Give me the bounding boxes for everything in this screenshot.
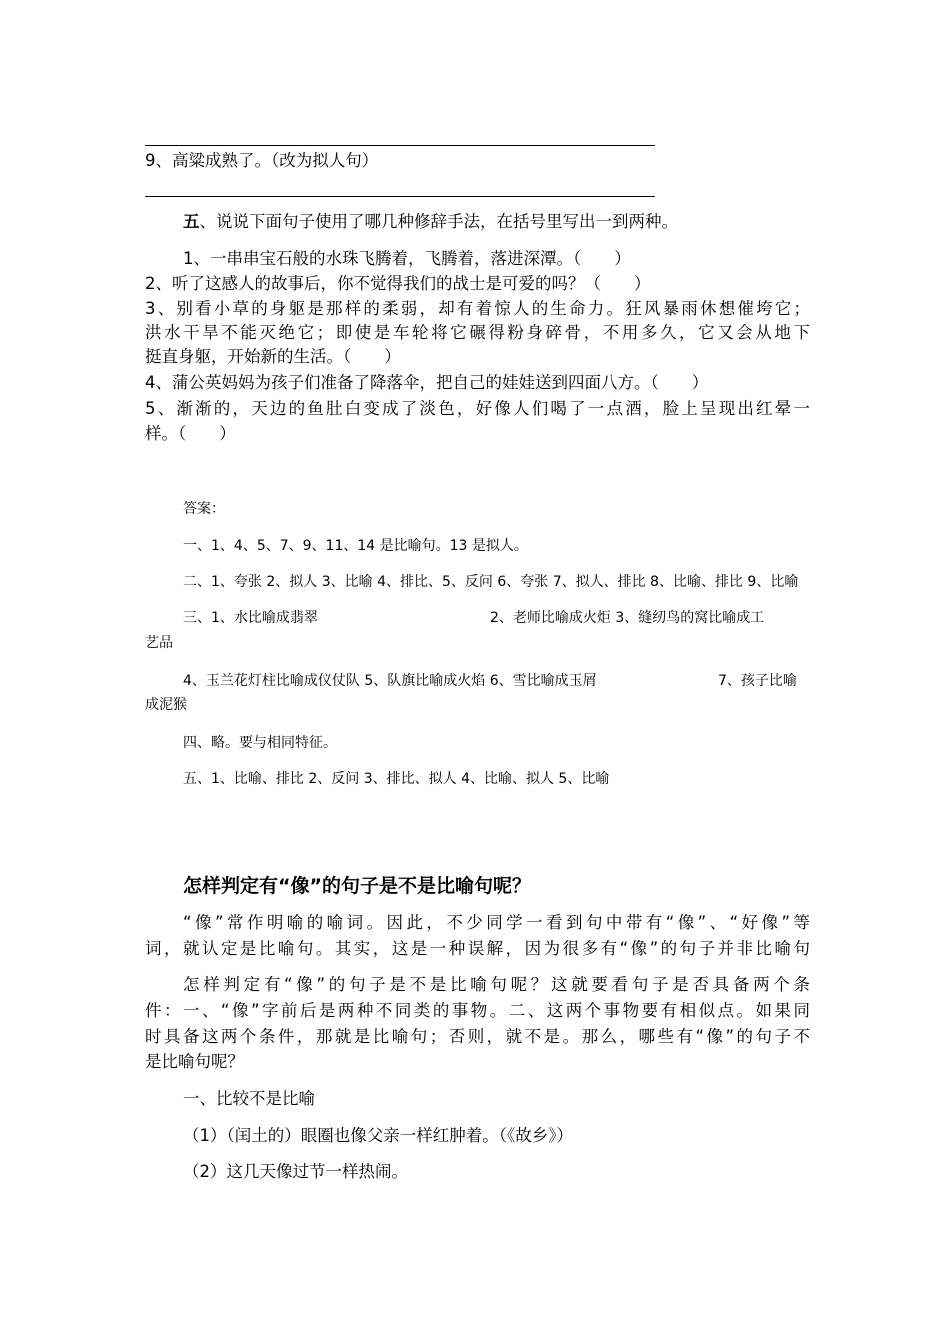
- answer-3-part-c: 4、玉兰花灯柱比喻成仪仗队 5、队旗比喻成火焰 6、雪比喻成玉屑: [183, 673, 597, 689]
- answer-3-continued-2: 成泥猴: [145, 697, 187, 713]
- section-five-instruction: 、说说下面句子使用了哪几种修辞手法，在括号里写出一到两种。: [199, 212, 678, 231]
- article-subheading-1: 一、比较不是比喻: [183, 1089, 315, 1108]
- question-5-2: 2、听了这感人的故事后，你不觉得我们的战士是可爱的吗？（ ）: [145, 274, 651, 293]
- article-paragraph-1-line-1: “像”常作明喻的喻词。因此，不少同学一看到句中带有“像”、“好像”等: [183, 913, 810, 932]
- article-example-1: （1）（闰土的）眼圈也像父亲一样红肿着。（《故乡》）: [183, 1126, 573, 1145]
- question-5-1: 1、一串串宝石般的水珠飞腾着，飞腾着，落进深潭。（ ）: [183, 249, 631, 268]
- article-paragraph-1-line-2: 词，就认定是比喻句。其实，这是一种误解，因为很多有“像”的句子并非比喻句: [145, 939, 810, 958]
- section-five-number: 五: [183, 212, 200, 231]
- answer-3-part-d: 7、孩子比喻: [718, 673, 797, 689]
- article-paragraph-2-line-3: 时具备这两个条件，那就是比喻句；否则，就不是。那么，哪些有“像”的句子不: [145, 1027, 810, 1046]
- question-5-3-line-3: 挺直身躯，开始新的生活。（ ）: [145, 347, 401, 366]
- question-5-3-line-2: 洪水干旱不能灭绝它；即使是车轮将它碾得粉身碎骨，不用多久，它又会从地下: [145, 323, 810, 342]
- answer-1: 一、1、4、5、7、9、11、14 是比喻句。13 是拟人。: [183, 538, 528, 554]
- article-paragraph-2-line-1: 怎样判定有“像”的句子是不是比喻句呢？这就要看句子是否具备两个条: [183, 975, 810, 994]
- article-paragraph-2-line-4: 是比喻句呢？: [145, 1052, 244, 1071]
- section-five-heading: [183, 214, 810, 231]
- answer-blank-line: [145, 196, 655, 197]
- answer-2: 二、1、夸张 2、拟人 3、比喻 4、排比、5、反问 6、夸张 7、拟人、排比 8、比喻、排比 9、比喻: [183, 574, 799, 590]
- question-5-4: 4、蒲公英妈妈为孩子们准备了降落伞，把自己的娃娃送到四面八方。（ ）: [145, 373, 709, 392]
- question-9: 9、高粱成熟了。（改为拟人句）: [145, 151, 379, 170]
- answer-blank-line: [145, 145, 655, 146]
- answer-3-part-b: 2、老师比喻成火炬 3、缝纫鸟的窝比喻成工: [490, 610, 765, 626]
- question-5-3-line-1: 3、别看小草的身躯是那样的柔弱，却有着惊人的生命力。狂风暴雨休想催垮它；: [145, 299, 810, 318]
- answers-label: 答案：: [183, 501, 225, 517]
- answer-4: 四、略。要与相同特征。: [183, 735, 337, 751]
- answer-3-part-a: 三、1、水比喻成翡翠: [183, 610, 318, 626]
- answer-5: 五、1、比喻、排比 2、反问 3、排比、拟人 4、比喻、拟人 5、比喻: [183, 771, 610, 787]
- answer-3-continued: 艺品: [145, 635, 173, 651]
- article-paragraph-2-line-2: 件：一、“像”字前后是两种不同类的事物。二、这两个事物要有相似点。如果同: [145, 1001, 810, 1020]
- article-title: 怎样判定有“像”的句子是不是比喻句呢？: [183, 875, 531, 897]
- question-5-5-line-1: 5、渐渐的，天边的鱼肚白变成了淡色，好像人们喝了一点酒，脸上呈现出红晕一: [145, 399, 810, 418]
- question-5-5-line-2: 样。（ ）: [145, 424, 236, 443]
- article-example-2: （2）这几天像过节一样热闹。: [183, 1162, 408, 1181]
